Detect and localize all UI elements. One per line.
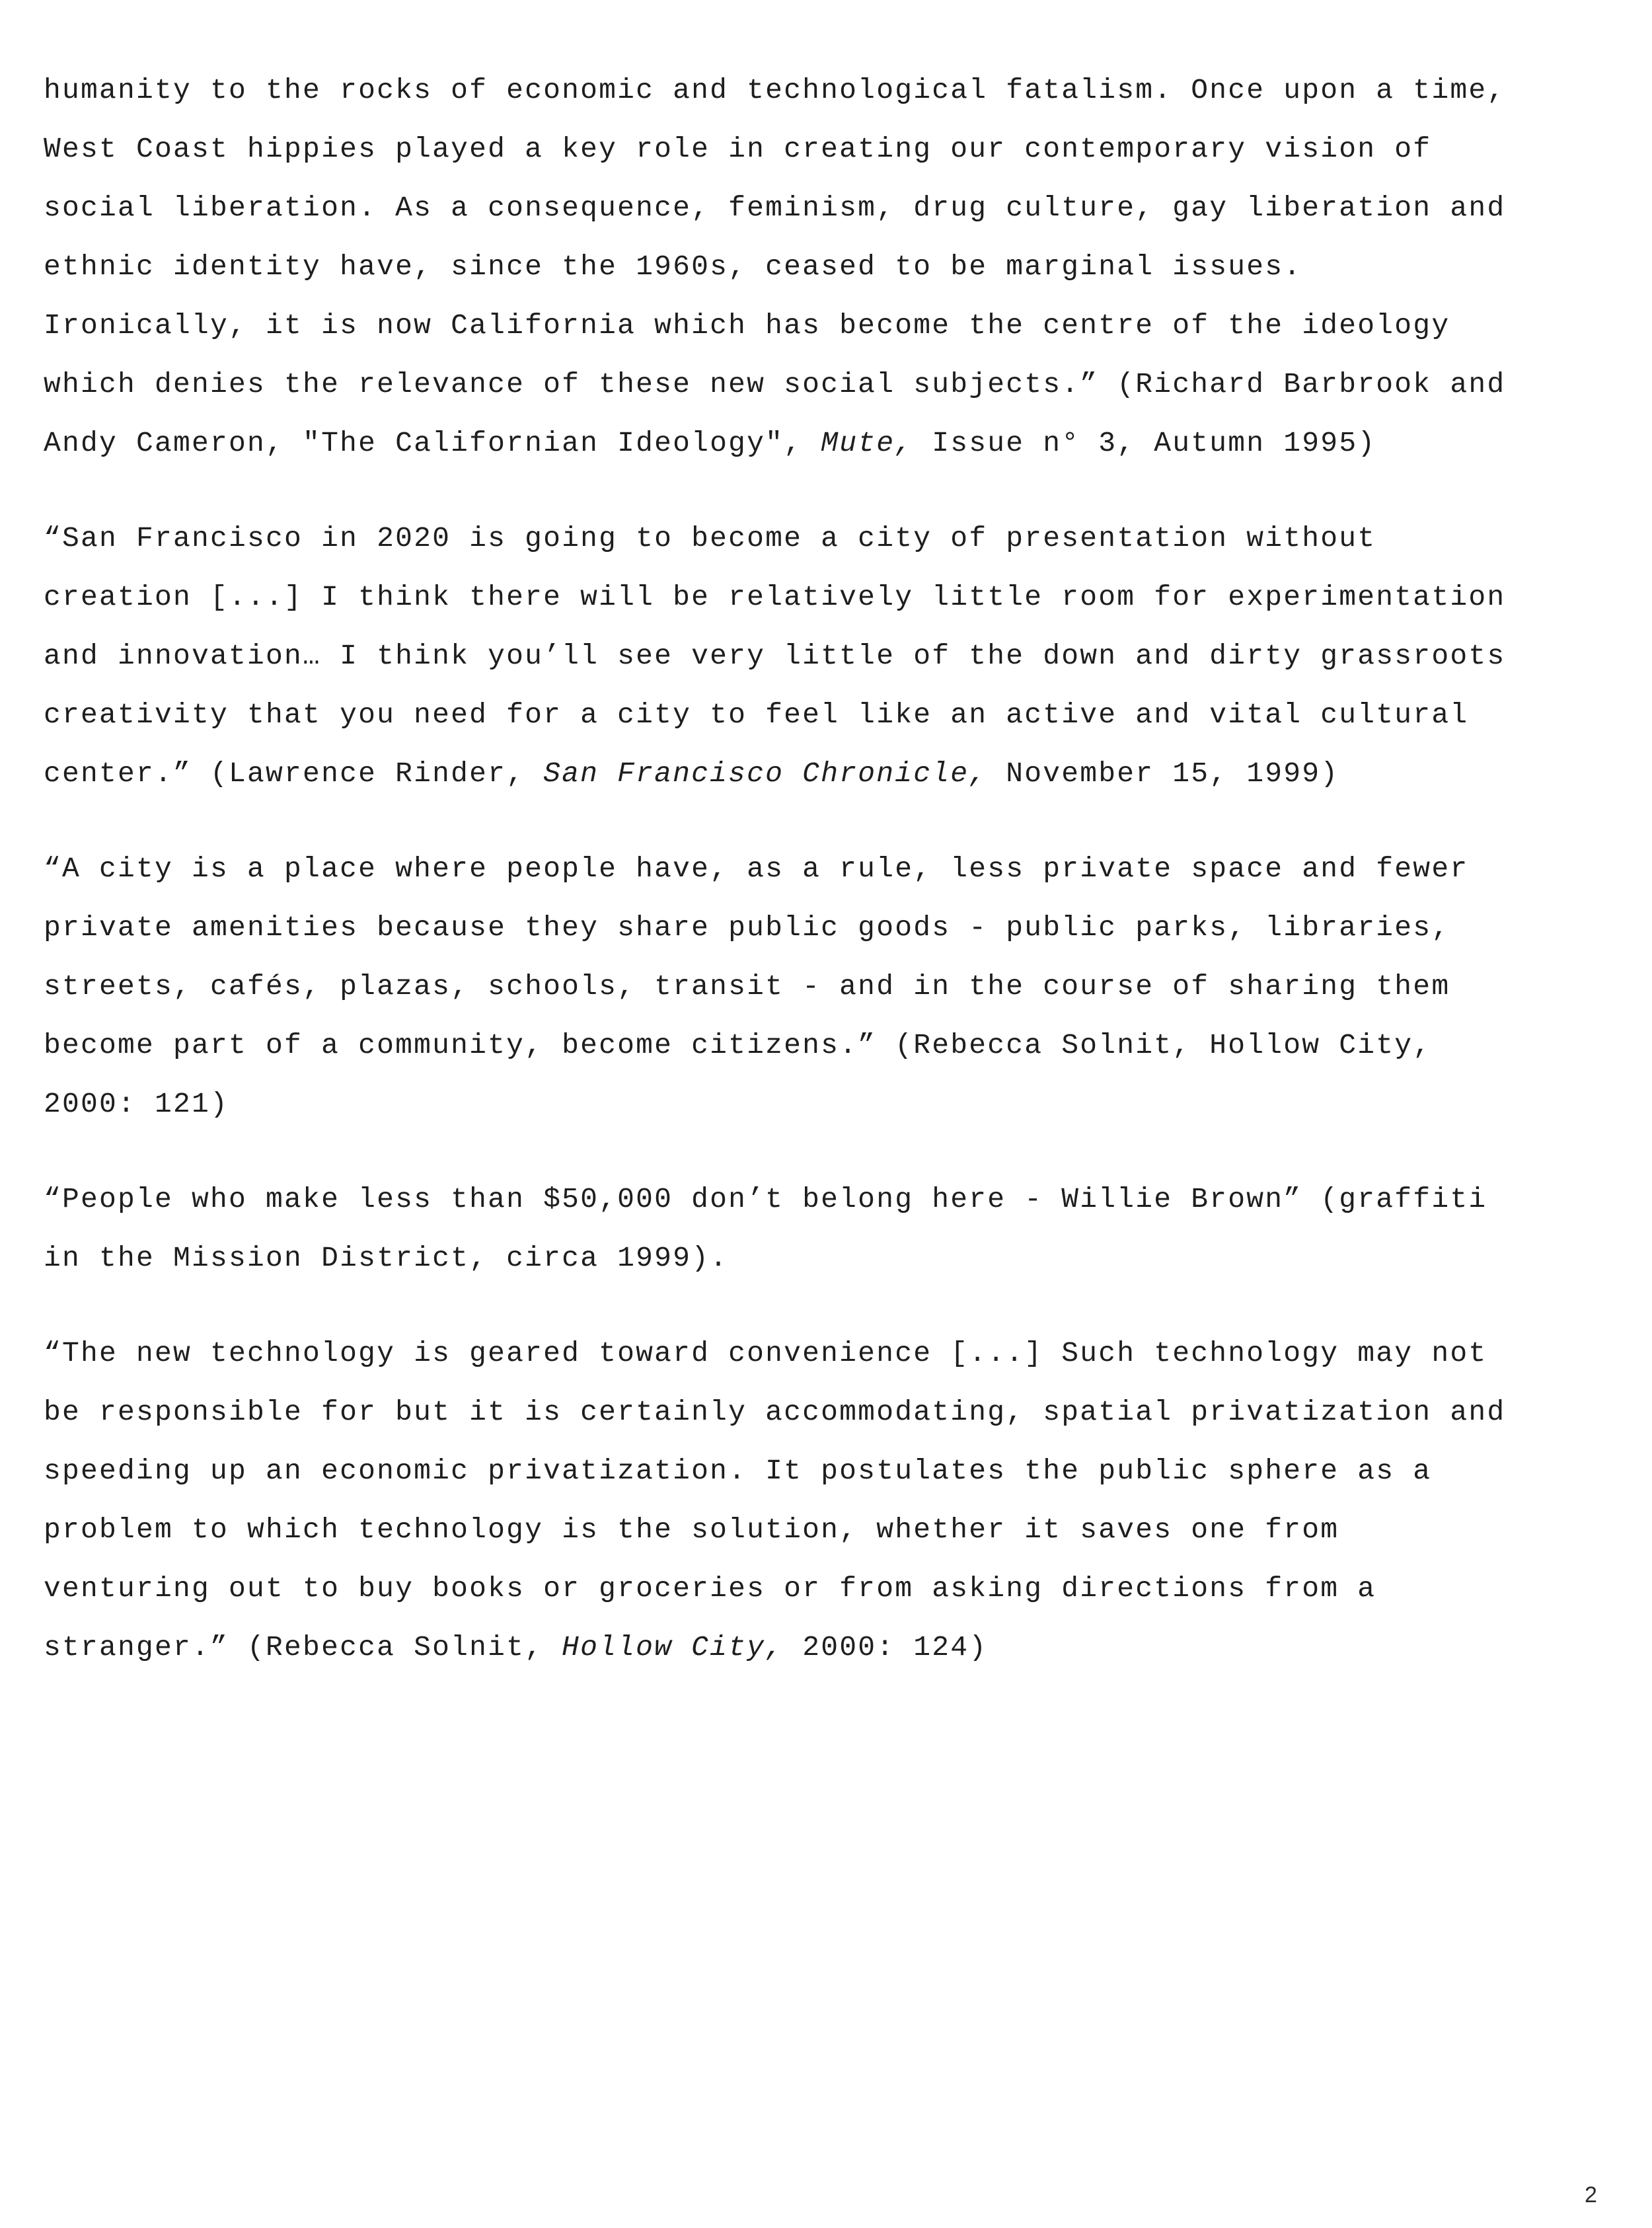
text-line <box>44 178 1630 237</box>
text-line <box>44 1075 1630 1133</box>
text-segment: “The new technology is geared toward convenience [...] Such technology may not <box>44 1337 1487 1369</box>
text-line <box>44 627 1630 685</box>
page-number: 2 <box>1585 2182 1597 2208</box>
text-line <box>44 957 1630 1016</box>
quote-paragraph <box>44 1170 1630 1287</box>
text-line <box>44 355 1630 414</box>
text-line <box>44 1170 1630 1229</box>
text-line <box>44 1324 1630 1383</box>
text-line <box>44 296 1630 355</box>
text-segment: Ironically, it is now California which has become the centre of the ideology <box>44 309 1450 342</box>
text-segment: venturing out to buy books or groceries or from asking directions from a <box>44 1572 1376 1605</box>
text-line <box>44 898 1630 957</box>
text-segment: creativity that you need for a city to feel like an active and vital cultural <box>44 699 1469 731</box>
text-line <box>44 685 1630 744</box>
text-segment: West Coast hippies played a key role in creating our contemporary vision of <box>44 133 1432 165</box>
quote-paragraph <box>44 509 1630 803</box>
italic-title: Mute, <box>821 427 914 459</box>
text-segment: in the Mission District, circa 1999). <box>44 1242 729 1274</box>
text-line <box>44 839 1630 898</box>
text-segment: stranger.” (Rebecca Solnit, <box>44 1631 562 1664</box>
text-segment: humanity to the rocks of economic and technological fatalism. Once upon a time, <box>44 74 1506 106</box>
text-line <box>44 1500 1630 1559</box>
text-line <box>44 1441 1630 1500</box>
italic-title: Hollow City, <box>562 1631 784 1664</box>
text-line <box>44 1559 1630 1618</box>
quote-paragraph <box>44 1324 1630 1677</box>
text-segment: November 15, 1999) <box>987 757 1339 790</box>
text-segment: become part of a community, become citizens.” (Rebecca Solnit, Hollow City, <box>44 1029 1432 1061</box>
quote-paragraph <box>44 61 1630 473</box>
text-line <box>44 61 1630 120</box>
text-segment: Andy Cameron, "The Californian Ideology", <box>44 427 821 459</box>
text-segment: streets, cafés, plazas, schools, transit - and in the course of sharing them <box>44 970 1450 1003</box>
text-segment: 2000: 121) <box>44 1088 229 1120</box>
quote-paragraph <box>44 839 1630 1133</box>
text-segment: problem to which technology is the solution, whether it saves one from <box>44 1514 1339 1546</box>
text-segment: which denies the relevance of these new social subjects.” (Richard Barbrook and <box>44 368 1506 401</box>
text-line <box>44 1383 1630 1441</box>
body-text <box>44 61 1630 1713</box>
text-line <box>44 414 1630 473</box>
text-segment: ethnic identity have, since the 1960s, ceased to be marginal issues. <box>44 250 1302 283</box>
text-line <box>44 1229 1630 1287</box>
text-segment: “People who make less than $50,000 don’t belong here - Willie Brown” (graffiti <box>44 1183 1487 1215</box>
italic-title: San Francisco Chronicle, <box>543 757 988 790</box>
text-segment: social liberation. As a consequence, feminism, drug culture, gay liberation and <box>44 192 1506 224</box>
text-segment: “A city is a place where people have, as a rule, less private space and fewer <box>44 853 1469 885</box>
text-segment: and innovation… I think you’ll see very little of the down and dirty grassroots <box>44 640 1506 672</box>
text-segment: center.” (Lawrence Rinder, <box>44 757 544 790</box>
text-segment: 2000: 124) <box>784 1631 988 1664</box>
text-line <box>44 509 1630 568</box>
text-line <box>44 120 1630 178</box>
text-segment: “San Francisco in 2020 is going to become a city of presentation without <box>44 522 1376 555</box>
text-line <box>44 744 1630 803</box>
text-segment: Issue n° 3, Autumn 1995) <box>913 427 1376 459</box>
text-segment: creation [...] I think there will be relatively little room for experimentation <box>44 581 1506 613</box>
text-segment: speeding up an economic privatization. It postulates the public sphere as a <box>44 1455 1432 1487</box>
text-segment: private amenities because they share public goods - public parks, libraries, <box>44 911 1450 944</box>
text-line <box>44 1016 1630 1075</box>
text-segment: be responsible for but it is certainly accommodating, spatial privatization and <box>44 1396 1506 1428</box>
text-line <box>44 237 1630 296</box>
text-line <box>44 568 1630 627</box>
text-line <box>44 1618 1630 1677</box>
